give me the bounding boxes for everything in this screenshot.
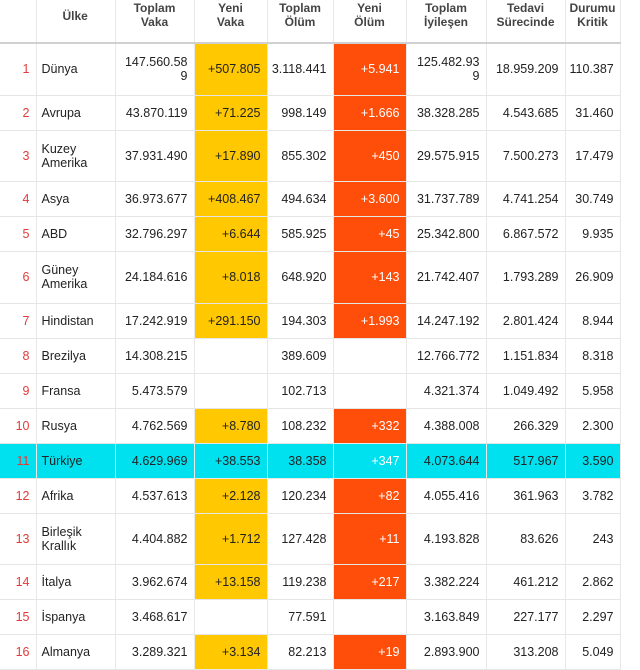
table-row[interactable] [0, 478, 620, 513]
total-recovered-cell: 4.193.828 [406, 513, 486, 564]
total-recovered-cell: 3.163.849 [406, 599, 486, 634]
rank-cell: 11 [0, 443, 36, 478]
total-cases-cell: 3.289.321 [115, 634, 194, 669]
country-cell[interactable]: Almanya [36, 634, 115, 669]
new-deaths-cell: +82 [333, 478, 406, 513]
active-cell: 6.867.572 [486, 216, 565, 251]
rank-cell: 7 [0, 303, 36, 338]
rank-cell: 2 [0, 95, 36, 130]
table-row[interactable] [0, 408, 620, 443]
critical-cell: 8.318 [565, 338, 620, 373]
rank-cell: 13 [0, 513, 36, 564]
total-cases-cell: 147.560.589 [115, 43, 194, 95]
rank-cell: 8 [0, 338, 36, 373]
country-cell[interactable]: Birleşik Krallık [36, 513, 115, 564]
table-row[interactable] [0, 95, 620, 130]
new-deaths-cell: +1.666 [333, 95, 406, 130]
new-deaths-cell: +11 [333, 513, 406, 564]
new-cases-cell: +8.780 [194, 408, 267, 443]
total-recovered-cell: 12.766.772 [406, 338, 486, 373]
table-row[interactable] [0, 564, 620, 599]
critical-cell: 8.944 [565, 303, 620, 338]
rank-cell: 15 [0, 599, 36, 634]
total-recovered-cell: 4.055.416 [406, 478, 486, 513]
table-row[interactable] [0, 181, 620, 216]
new-deaths-header[interactable]: Yeni Ölüm [333, 0, 406, 43]
rank-cell: 14 [0, 564, 36, 599]
active-cell: 227.177 [486, 599, 565, 634]
country-cell[interactable]: İspanya [36, 599, 115, 634]
total-cases-header[interactable]: Toplam Vaka [115, 0, 194, 43]
country-cell[interactable]: İtalya [36, 564, 115, 599]
table-body [0, 43, 620, 669]
critical-cell: 9.935 [565, 216, 620, 251]
total-recovered-cell: 29.575.915 [406, 130, 486, 181]
new-deaths-cell [333, 338, 406, 373]
table-row[interactable] [0, 443, 620, 478]
active-cell: 83.626 [486, 513, 565, 564]
total-recovered-cell: 4.073.644 [406, 443, 486, 478]
critical-cell: 3.782 [565, 478, 620, 513]
rank-header [0, 0, 36, 43]
table-row[interactable] [0, 373, 620, 408]
active-header[interactable]: Tedavi Sürecinde [486, 0, 565, 43]
total-deaths-cell: 77.591 [267, 599, 333, 634]
critical-header[interactable]: Durumu Kritik [565, 0, 620, 43]
total-recovered-cell: 3.382.224 [406, 564, 486, 599]
country-cell[interactable]: Türkiye [36, 443, 115, 478]
new-cases-cell [194, 373, 267, 408]
total-deaths-cell: 194.303 [267, 303, 333, 338]
new-deaths-cell: +5.941 [333, 43, 406, 95]
total-recovered-cell: 25.342.800 [406, 216, 486, 251]
country-cell[interactable]: Asya [36, 181, 115, 216]
rank-cell: 6 [0, 251, 36, 303]
total-deaths-cell: 3.118.441 [267, 43, 333, 95]
total-recovered-cell: 21.742.407 [406, 251, 486, 303]
rank-cell: 3 [0, 130, 36, 181]
total-cases-cell: 37.931.490 [115, 130, 194, 181]
critical-cell: 31.460 [565, 95, 620, 130]
total-cases-cell: 17.242.919 [115, 303, 194, 338]
table-row[interactable] [0, 338, 620, 373]
critical-cell: 110.387 [565, 43, 620, 95]
rank-cell: 5 [0, 216, 36, 251]
new-deaths-cell: +347 [333, 443, 406, 478]
active-cell: 1.793.289 [486, 251, 565, 303]
new-cases-cell: +291.150 [194, 303, 267, 338]
new-cases-cell: +1.712 [194, 513, 267, 564]
total-cases-cell: 36.973.677 [115, 181, 194, 216]
country-cell[interactable]: Dünya [36, 43, 115, 95]
table-row[interactable] [0, 599, 620, 634]
new-deaths-cell: +143 [333, 251, 406, 303]
total-recovered-cell: 4.321.374 [406, 373, 486, 408]
active-cell: 2.801.424 [486, 303, 565, 338]
rank-cell: 10 [0, 408, 36, 443]
active-cell: 1.151.834 [486, 338, 565, 373]
total-recovered-cell: 14.247.192 [406, 303, 486, 338]
table-row[interactable] [0, 513, 620, 564]
new-deaths-cell: +332 [333, 408, 406, 443]
critical-cell: 17.479 [565, 130, 620, 181]
active-cell: 461.212 [486, 564, 565, 599]
country-header[interactable]: Ülke [36, 0, 115, 43]
total-cases-cell: 3.468.617 [115, 599, 194, 634]
total-recovered-cell: 4.388.008 [406, 408, 486, 443]
new-cases-cell: +13.158 [194, 564, 267, 599]
table-row[interactable] [0, 303, 620, 338]
new-cases-cell: +17.890 [194, 130, 267, 181]
total-deaths-cell: 494.634 [267, 181, 333, 216]
new-deaths-cell: +217 [333, 564, 406, 599]
rank-cell: 16 [0, 634, 36, 669]
country-cell[interactable]: Brezilya [36, 338, 115, 373]
new-deaths-cell: +3.600 [333, 181, 406, 216]
critical-cell: 26.909 [565, 251, 620, 303]
rank-cell: 9 [0, 373, 36, 408]
total-deaths-cell: 998.149 [267, 95, 333, 130]
active-cell: 18.959.209 [486, 43, 565, 95]
total-recovered-cell: 125.482.939 [406, 43, 486, 95]
total-deaths-cell: 119.238 [267, 564, 333, 599]
critical-cell: 243 [565, 513, 620, 564]
active-cell: 1.049.492 [486, 373, 565, 408]
country-cell[interactable]: Afrika [36, 478, 115, 513]
new-cases-cell: +71.225 [194, 95, 267, 130]
total-recovered-cell: 2.893.900 [406, 634, 486, 669]
table-header [0, 0, 620, 43]
total-cases-cell: 24.184.616 [115, 251, 194, 303]
new-deaths-cell: +45 [333, 216, 406, 251]
country-cell[interactable]: Rusya [36, 408, 115, 443]
new-cases-cell: +2.128 [194, 478, 267, 513]
total-cases-cell: 3.962.674 [115, 564, 194, 599]
new-cases-cell: +3.134 [194, 634, 267, 669]
critical-cell: 30.749 [565, 181, 620, 216]
total-deaths-cell: 38.358 [267, 443, 333, 478]
new-cases-cell: +507.805 [194, 43, 267, 95]
total-cases-cell: 43.870.119 [115, 95, 194, 130]
new-cases-cell: +408.467 [194, 181, 267, 216]
new-cases-cell: +38.553 [194, 443, 267, 478]
country-cell[interactable]: ABD [36, 216, 115, 251]
total-deaths-cell: 102.713 [267, 373, 333, 408]
total-recovered-header[interactable]: Toplam İyileşen [406, 0, 486, 43]
new-deaths-cell [333, 599, 406, 634]
country-cell[interactable]: Hindistan [36, 303, 115, 338]
total-deaths-cell: 108.232 [267, 408, 333, 443]
total-deaths-cell: 82.213 [267, 634, 333, 669]
total-recovered-cell: 31.737.789 [406, 181, 486, 216]
new-cases-header[interactable]: Yeni Vaka [194, 0, 267, 43]
total-deaths-cell: 389.609 [267, 338, 333, 373]
table-row[interactable] [0, 634, 620, 669]
total-cases-cell: 4.762.569 [115, 408, 194, 443]
active-cell: 313.208 [486, 634, 565, 669]
total-deaths-cell: 585.925 [267, 216, 333, 251]
table-row[interactable] [0, 216, 620, 251]
country-cell[interactable]: Avrupa [36, 95, 115, 130]
rank-cell: 12 [0, 478, 36, 513]
country-cell[interactable]: Güney Amerika [36, 251, 115, 303]
new-deaths-cell: +1.993 [333, 303, 406, 338]
active-cell: 266.329 [486, 408, 565, 443]
active-cell: 4.741.254 [486, 181, 565, 216]
new-deaths-cell: +19 [333, 634, 406, 669]
new-cases-cell: +8.018 [194, 251, 267, 303]
total-deaths-cell: 120.234 [267, 478, 333, 513]
total-cases-cell: 32.796.297 [115, 216, 194, 251]
total-deaths-header[interactable]: Toplam Ölüm [267, 0, 333, 43]
total-deaths-cell: 648.920 [267, 251, 333, 303]
total-cases-cell: 4.537.613 [115, 478, 194, 513]
critical-cell: 2.300 [565, 408, 620, 443]
critical-cell: 3.590 [565, 443, 620, 478]
rank-cell: 1 [0, 43, 36, 95]
new-deaths-cell [333, 373, 406, 408]
critical-cell: 2.862 [565, 564, 620, 599]
total-cases-cell: 14.308.215 [115, 338, 194, 373]
total-cases-cell: 4.404.882 [115, 513, 194, 564]
active-cell: 361.963 [486, 478, 565, 513]
total-cases-cell: 4.629.969 [115, 443, 194, 478]
active-cell: 7.500.273 [486, 130, 565, 181]
rank-cell: 4 [0, 181, 36, 216]
critical-cell: 2.297 [565, 599, 620, 634]
total-cases-cell: 5.473.579 [115, 373, 194, 408]
country-cell[interactable]: Kuzey Amerika [36, 130, 115, 181]
total-deaths-cell: 127.428 [267, 513, 333, 564]
critical-cell: 5.049 [565, 634, 620, 669]
new-deaths-cell: +450 [333, 130, 406, 181]
table-row[interactable] [0, 43, 620, 95]
table-row[interactable] [0, 130, 620, 181]
new-cases-cell: +6.644 [194, 216, 267, 251]
total-recovered-cell: 38.328.285 [406, 95, 486, 130]
active-cell: 4.543.685 [486, 95, 565, 130]
new-cases-cell [194, 599, 267, 634]
active-cell: 517.967 [486, 443, 565, 478]
table-row[interactable] [0, 251, 620, 303]
new-cases-cell [194, 338, 267, 373]
country-cell[interactable]: Fransa [36, 373, 115, 408]
critical-cell: 5.958 [565, 373, 620, 408]
total-deaths-cell: 855.302 [267, 130, 333, 181]
